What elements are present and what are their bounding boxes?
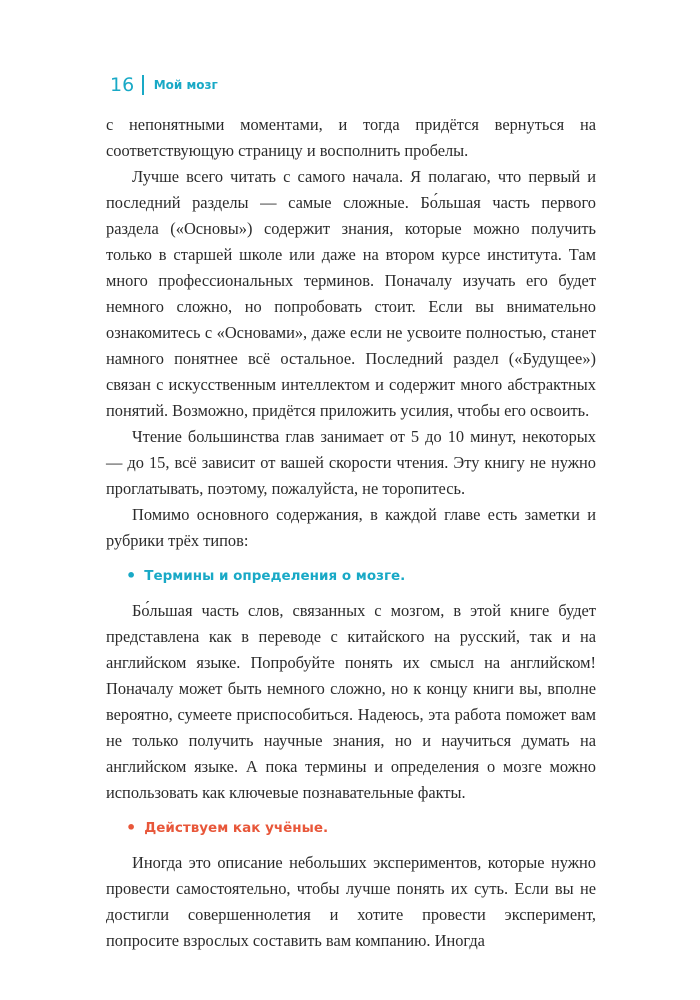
paragraph-terms: Бо́льшая часть слов, связанных с мозгом, в этой книге будет представлена как в переводе с китайского на русский, так и на английском языке. Попробуйте понять их смысл на английском! Поначалу может быть немного сложно, но к концу книги вы, вполне вероятно, сумеете приспособиться. Надеюсь, эта работа поможет вам не только получить научные знания, но и научиться думать на английском языке. А пока термины и определения о мозге можно использовать как ключевые познавательные факты. [106,601,596,802]
header-divider [142,75,144,95]
running-header [110,74,218,96]
page-body [106,112,596,954]
paragraph-reading-time: Чтение большинства глав занимает от 5 до 10 минут, некоторых — до 15, всё зависит от вашей скорости чтения. Эту книгу не нужно проглатывать, поэтому, пожалуйста, не торопитесь. [106,427,596,498]
page-number: 16 [110,74,135,96]
paragraph-reading-order: Лучше всего читать с самого начала. Я полагаю, что первый и последний разделы — самые сложные. Бо́льшая часть первого раздела («Основы») содержит знания, которые можно получить только в старшей школе или даже на втором курсе института. Там много профессиональных терминов. Поначалу изучать его будет немного сложно, но попробовать стоит. Если вы внимательно ознакомитесь с «Основами», даже если не усвоите полностью, станет намного понятнее всё остальное. Последний раздел («Будущее») связан с искусственным интеллектом и содержит много абстрактных понятий. Возможно, придётся приложить усилия, чтобы его освоить. [106,167,596,420]
bullet-icon: • [126,566,137,585]
rubric-scientists-title: Действуем как учёные. [144,820,329,836]
chapter-title: Мой мозг [153,78,218,92]
paragraph-continuation: с непонятными моментами, и тогда придётся вернуться на соответствующую страницу и восполнить пробелы. [106,115,596,160]
bullet-icon: • [126,818,137,837]
paragraph-experiments: Иногда это описание небольших экспериментов, которые нужно провести самостоятельно, чтобы лучше понять их суть. Если вы не достигли совершеннолетия и хотите провести эксперимент, попросите взрослых составить вам компанию. Иногда [106,853,596,950]
rubric-scientists [126,815,596,841]
rubric-terms-title: Термины и определения о мозге. [144,568,406,584]
paragraph-rubrics-intro: Помимо основного содержания, в каждой главе есть заметки и рубрики трёх типов: [106,505,596,550]
rubric-terms [126,563,596,589]
